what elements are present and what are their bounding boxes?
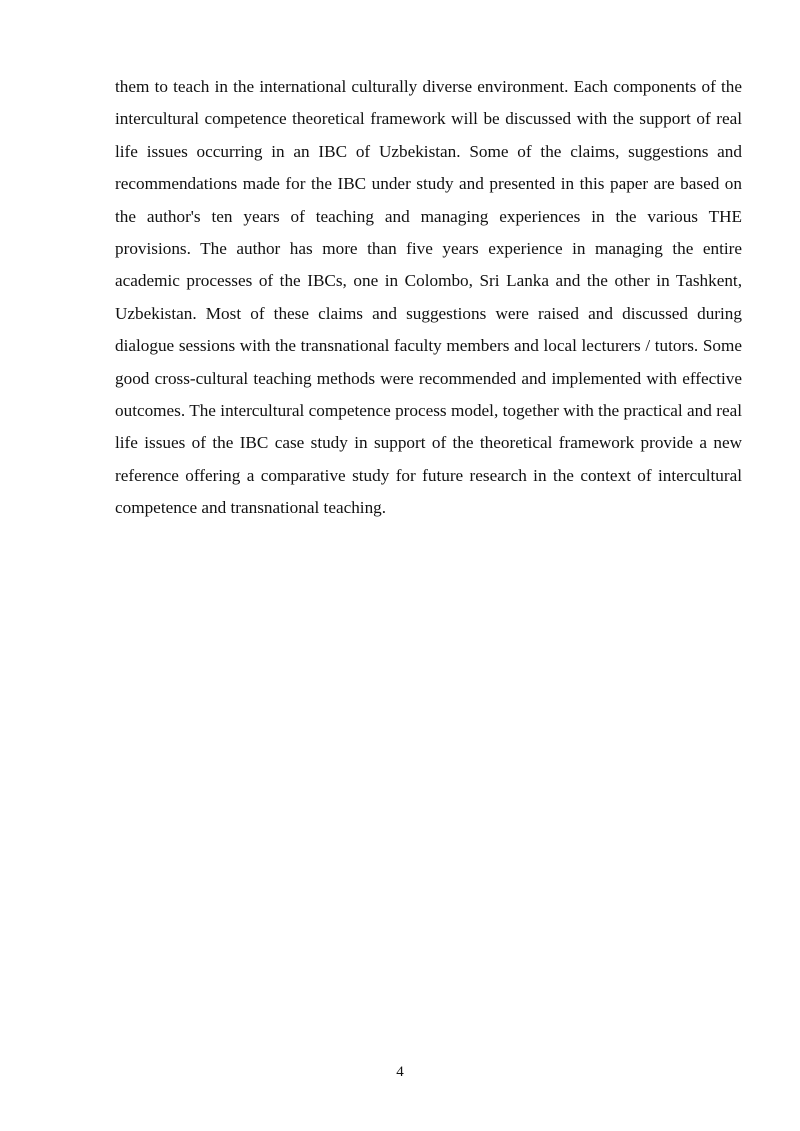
- page-number: 4: [396, 1064, 404, 1080]
- body-paragraph: them to teach in the international culturally diverse environment. Each components of the intercultural competence theoretical framework will be discussed with the support of real life issues occurring in an IBC of Uzbekistan. Some of the claims, suggestions and recommendations made for the IBC under study and presented in this paper are based on the author's ten years of teaching and managing experiences in the various THE provisions. The author has more than five years experience in managing the entire academic processes of the IBCs, one in Colombo, Sri Lanka and the other in Tashkent, Uzbekistan. Most of these claims and suggestions were raised and discussed during dialogue sessions with the transnational faculty members and local lecturers / tutors. Some good cross-cultural teaching methods were recommended and implemented with effective outcomes. The intercultural competence process model, together with the practical and real life issues of the IBC case study in support of the theoretical framework provide a new reference offering a comparative study for future research in the context of intercultural competence and transnational teaching.: [115, 77, 742, 518]
